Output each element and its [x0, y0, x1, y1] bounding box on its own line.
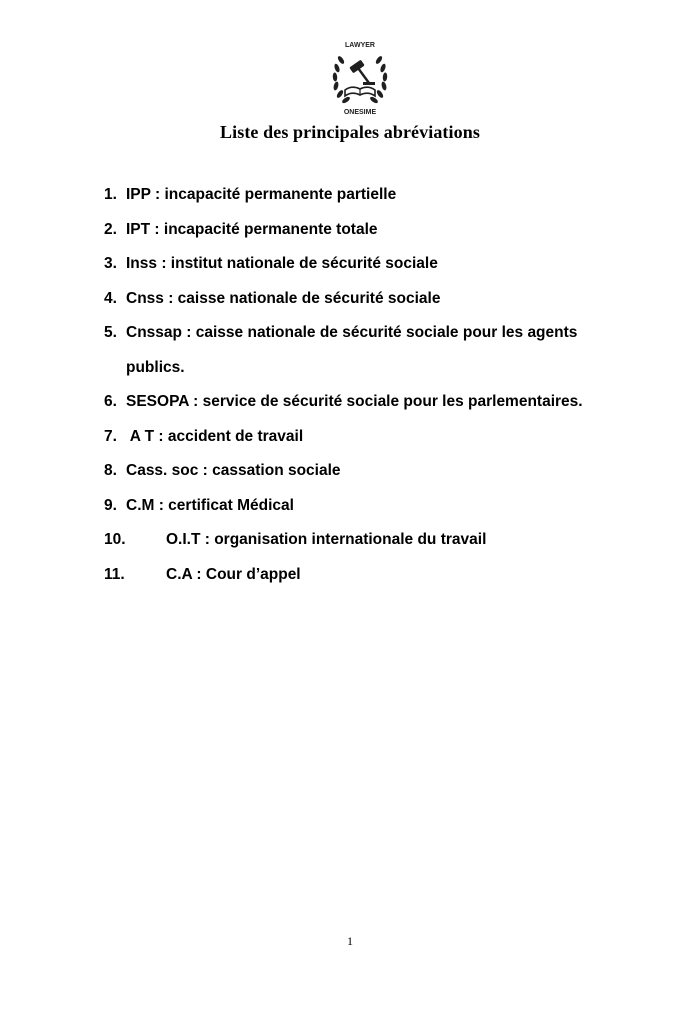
list-item — [104, 558, 664, 593]
list-item-number: 8. — [104, 462, 117, 479]
list-item-text: C.M : certificat Médical — [126, 496, 294, 514]
list-item — [104, 454, 664, 489]
list-item-number: 4. — [104, 289, 117, 307]
laurel-gavel-icon — [325, 38, 395, 118]
list-item-number: 10. — [104, 531, 126, 548]
list-item-text: Inss : institut nationale de sécurité sociale — [126, 255, 438, 272]
list-item — [104, 247, 664, 282]
list-item-number: 9. — [104, 496, 117, 514]
list-item-number: 3. — [104, 255, 117, 272]
list-item — [104, 282, 664, 317]
list-item — [104, 178, 664, 213]
list-item-text: A T : accident de travail — [126, 427, 304, 445]
list-item-number: 1. — [104, 186, 117, 203]
list-item — [104, 316, 664, 385]
page-title: Liste des principales abréviations — [220, 122, 480, 142]
lawyer-onesime-logo — [325, 38, 395, 118]
list-item — [104, 420, 664, 455]
list-item — [104, 523, 664, 558]
list-item — [104, 489, 664, 524]
list-item-number: 2. — [104, 220, 117, 238]
list-item — [104, 213, 664, 248]
page-number: 1 — [347, 934, 353, 948]
list-item-text: IPP : incapacité permanente partielle — [126, 186, 397, 203]
list-item-text: SESOPA : service de sécurité sociale pour les parlementaires. — [126, 393, 583, 410]
logo-bottom-text: ONESIME — [343, 109, 377, 116]
list-item-text: Cass. soc : cassation sociale — [126, 462, 341, 479]
list-item-text: Cnssap : caisse nationale de sécurité sociale pour les agents publics. — [126, 324, 578, 376]
list-item-number: 6. — [104, 393, 117, 410]
list-item-number: 7. — [104, 427, 117, 445]
list-item-text: Cnss : caisse nationale de sécurité sociale — [126, 289, 441, 307]
abbreviation-list — [104, 178, 664, 592]
logo-top-text: LAWYER — [345, 42, 375, 49]
list-item-text: C.A : Cour d’appel — [166, 565, 301, 583]
list-item-text: O.I.T : organisation internationale du travail — [166, 531, 487, 548]
list-item-text: IPT : incapacité permanente totale — [126, 220, 378, 238]
list-item-number: 5. — [104, 324, 117, 341]
list-item — [104, 385, 664, 420]
list-item-number: 11. — [104, 565, 125, 583]
